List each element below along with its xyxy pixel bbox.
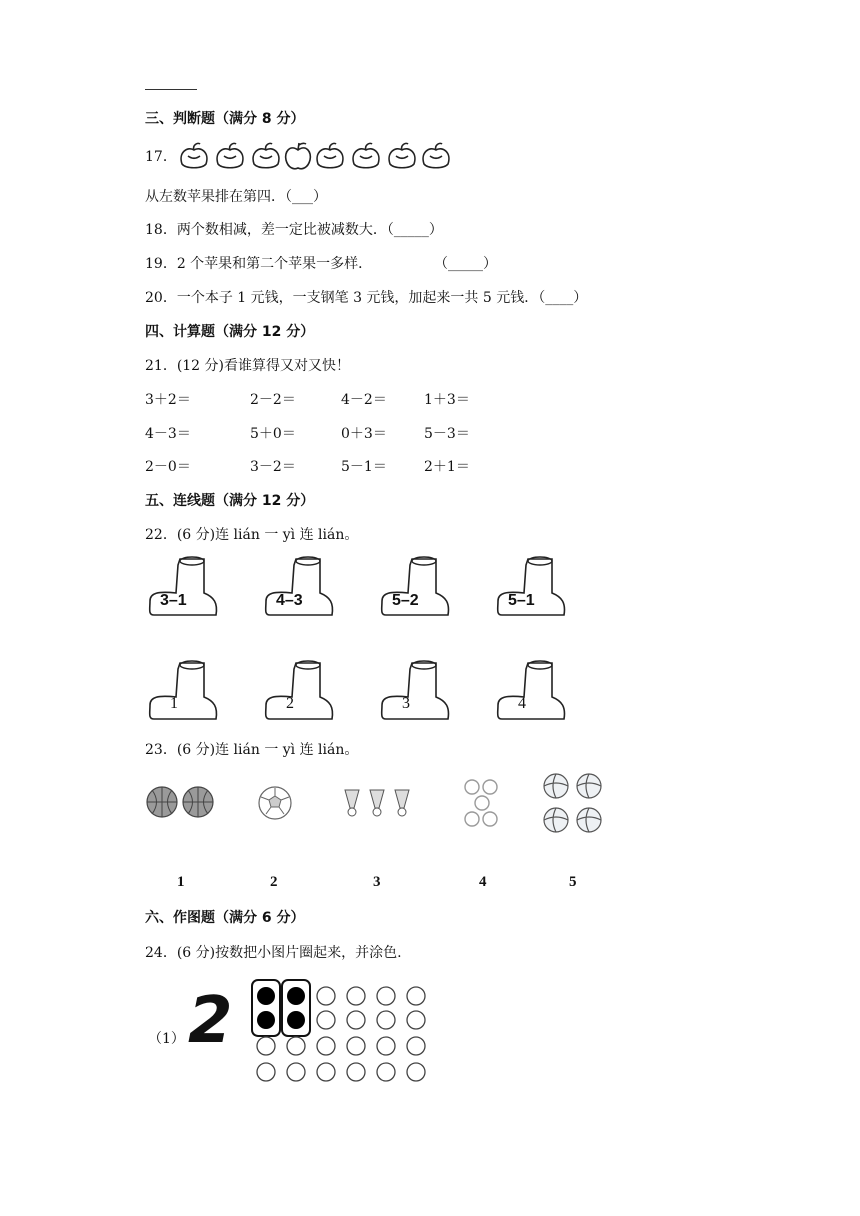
q21-text: 21．(12 分)看谁算得又对又快！ bbox=[145, 358, 351, 374]
circle-grid-figure bbox=[248, 976, 434, 1088]
q24-text: 24．(6 分)按数把小图片圈起来，并涂色. bbox=[145, 945, 402, 961]
calc-cell: 0＋3＝ bbox=[341, 426, 387, 442]
q20-text: 20．一个本子 1 元钱，一支钢笔 3 元钱，加起来一共 5 元钱．（____） bbox=[145, 290, 588, 306]
section4-heading: 四、计算题（满分 12 分） bbox=[145, 324, 315, 340]
volleyball-icon bbox=[544, 774, 601, 832]
calc-cell: 1＋3＝ bbox=[424, 392, 470, 408]
match-number: 5 bbox=[569, 874, 577, 890]
section3-heading: 三、判断题（满分 8 分） bbox=[145, 111, 305, 127]
calc-cell: 3＋2＝ bbox=[145, 392, 191, 408]
calc-cell: 5＋0＝ bbox=[250, 426, 296, 442]
boots-figure bbox=[140, 553, 570, 723]
boot-icon bbox=[382, 661, 449, 719]
calc-cell: 5－1＝ bbox=[341, 459, 387, 475]
fruit-row-figure bbox=[176, 138, 452, 172]
peach-icon bbox=[317, 143, 343, 167]
q23-text: 23．(6 分)连 lián 一 yì 连 lián。 bbox=[145, 742, 359, 758]
sports-balls-figure bbox=[140, 770, 610, 840]
q22-text: 22．(6 分)连 lián 一 yì 连 lián。 bbox=[145, 527, 359, 543]
boot-expression: 5–2 bbox=[392, 592, 419, 609]
boot-icon bbox=[498, 661, 565, 719]
peach-icon bbox=[253, 143, 279, 167]
apple-icon bbox=[286, 143, 311, 169]
big-number: 2 bbox=[188, 984, 233, 1058]
calc-cell: 2＋1＝ bbox=[424, 459, 470, 475]
q18-text: 18．两个数相减，差一定比被减数大．（_____） bbox=[145, 222, 443, 238]
grouping-circle-drawn bbox=[252, 980, 310, 1036]
match-number: 3 bbox=[373, 874, 381, 890]
match-number: 1 bbox=[177, 874, 185, 890]
boot-icon bbox=[150, 661, 217, 719]
q19-text: 19．2 个苹果和第二个苹果一多样． bbox=[145, 256, 373, 272]
q17-number: 17． bbox=[145, 149, 177, 165]
boot-expression: 5–1 bbox=[508, 592, 535, 609]
match-number: 2 bbox=[270, 874, 278, 890]
peach-icon bbox=[423, 143, 449, 167]
boot-number: 3 bbox=[402, 695, 410, 712]
sub-question-label: （1） bbox=[148, 1031, 185, 1047]
soccer-ball-icon bbox=[259, 787, 291, 819]
calc-cell: 4－2＝ bbox=[341, 392, 387, 408]
calc-cell: 2－0＝ bbox=[145, 459, 191, 475]
peach-icon bbox=[353, 143, 379, 167]
calc-cell: 4－3＝ bbox=[145, 426, 191, 442]
boot-expression: 4–3 bbox=[276, 592, 303, 609]
boot-expression: 3–1 bbox=[160, 592, 187, 609]
answer-blank-line bbox=[145, 89, 197, 90]
shuttlecock-icon bbox=[345, 790, 409, 816]
q19-answer-blank: （_____） bbox=[434, 256, 497, 272]
calc-cell: 5－3＝ bbox=[424, 426, 470, 442]
q17-text: 从左数苹果排在第四．（___） bbox=[145, 189, 327, 205]
section5-heading: 五、连线题（满分 12 分） bbox=[145, 493, 315, 509]
calc-cell: 3－2＝ bbox=[250, 459, 296, 475]
calc-cell: 2－2＝ bbox=[250, 392, 296, 408]
peach-icon bbox=[181, 143, 207, 167]
boot-number: 1 bbox=[170, 695, 178, 712]
section6-heading: 六、作图题（满分 6 分） bbox=[145, 910, 305, 926]
boot-number: 2 bbox=[286, 695, 294, 712]
basketball-icon bbox=[147, 787, 177, 817]
peach-icon bbox=[389, 143, 415, 167]
peach-icon bbox=[217, 143, 243, 167]
boot-icon bbox=[266, 661, 333, 719]
basketball-icon bbox=[183, 787, 213, 817]
boot-number: 4 bbox=[518, 695, 526, 712]
ping-pong-ball-icon bbox=[465, 780, 497, 826]
match-number: 4 bbox=[479, 874, 487, 890]
